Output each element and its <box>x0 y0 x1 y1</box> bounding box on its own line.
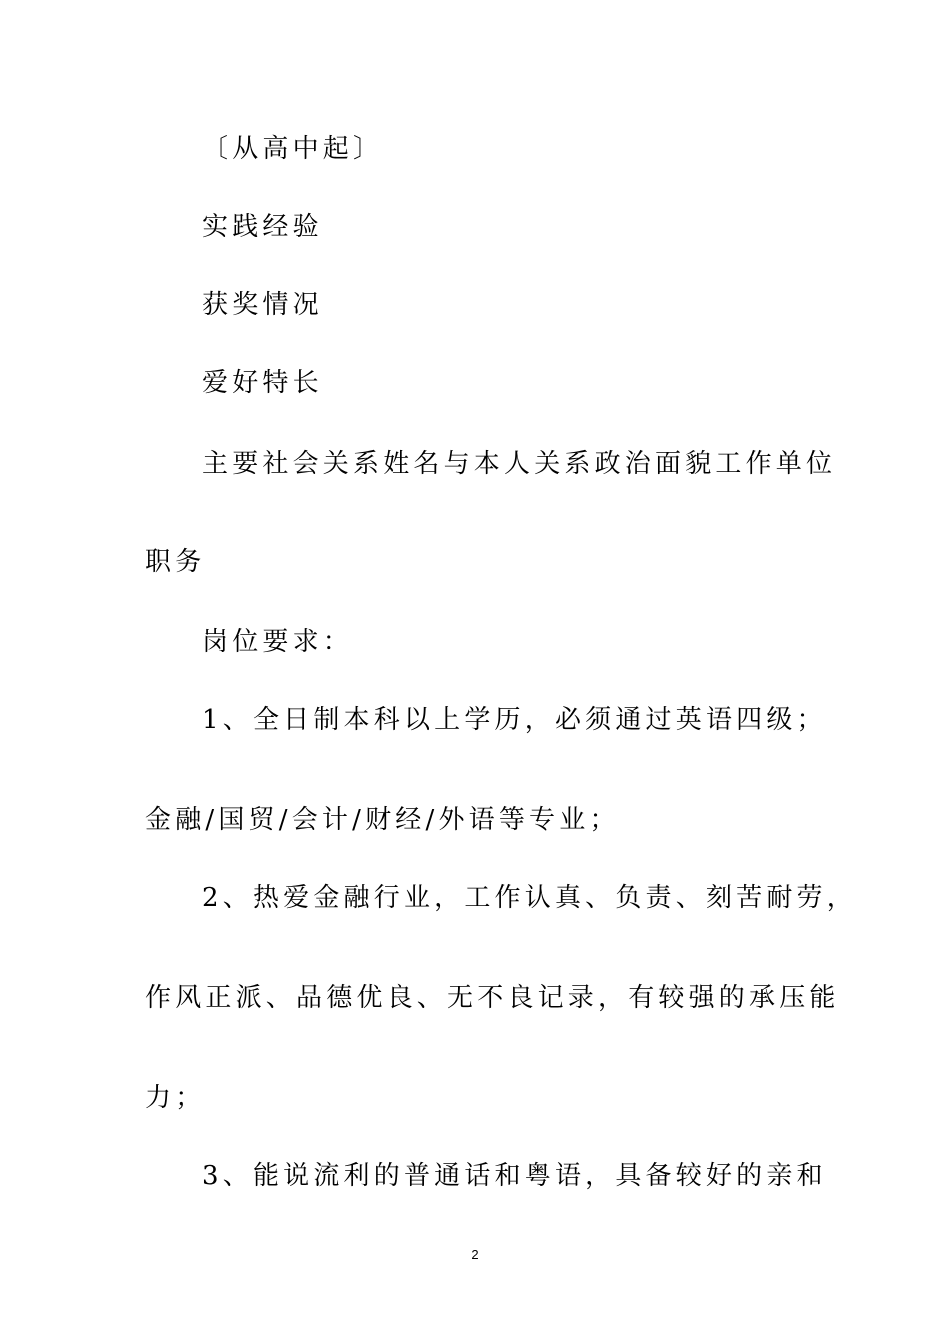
heading-practice-experience: 实践经验 <box>202 212 323 242</box>
requirement-3-line-1: 3、能说流利的普通话和粤语，具备较好的亲和 <box>202 1161 827 1191</box>
requirement-2-line-3: 力； <box>145 1083 206 1113</box>
requirement-1-line-2: 金融/国贸/会计/财经/外语等专业； <box>145 805 620 835</box>
page-number: 2 <box>471 1247 479 1262</box>
heading-awards: 获奖情况 <box>202 290 323 320</box>
requirement-1-line-1: 1、全日制本科以上学历，必须通过英语四级； <box>202 705 827 735</box>
heading-job-requirements: 岗位要求： <box>202 627 354 657</box>
requirement-2-line-2: 作风正派、品德优良、无不良记录，有较强的承压能 <box>145 983 840 1013</box>
text-line-education-note: 〔从高中起〕 <box>202 134 384 164</box>
heading-hobbies: 爱好特长 <box>202 368 323 398</box>
requirement-2-line-1: 2、热爱金融行业，工作认真、负责、刻苦耐劳， <box>202 883 857 913</box>
text-line-position: 职务 <box>145 547 206 577</box>
text-line-social-relations: 主要社会关系姓名与本人关系政治面貌工作单位 <box>202 449 837 479</box>
